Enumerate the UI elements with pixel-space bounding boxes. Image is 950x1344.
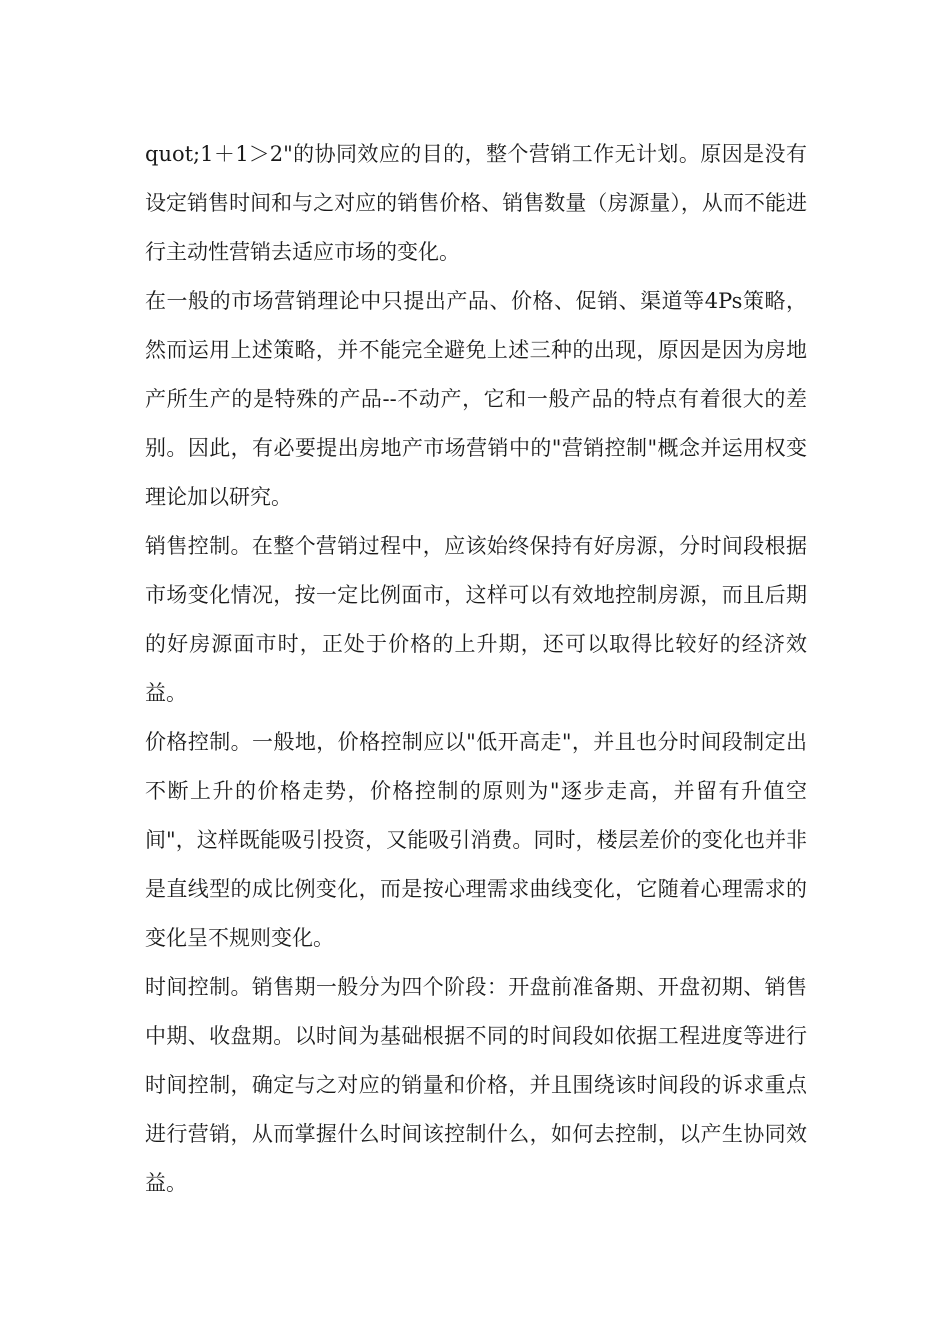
paragraph-marketing-theory: 在一般的市场营销理论中只提出产品、价格、促销、渠道等4Ps策略，然而运用上述策略，并不能完全避免上述三种的出现，原因是因为房地产所生产的是特殊的产品--不动产，它和一般产品的特点有着很大的差别。因此，有必要提出房地产市场营销中的"营销控制"概念并运用权变理论加以研究。 (145, 289, 807, 509)
paragraph-time-control: 时间控制。销售期一般分为四个阶段：开盘前准备期、开盘初期、销售中期、收盘期。以时间为基础根据不同的时间段如依据工程进度等进行时间控制，确定与之对应的销量和价格，并且围绕该时间段的诉求重点进行营销，从而掌握什么时间该控制什么，如何去控制，以产生协同效益。 (145, 975, 807, 1195)
paragraph-price-control: 价格控制。一般地，价格控制应以"低开高走"，并且也分时间段制定出不断上升的价格走势，价格控制的原则为"逐步走高，并留有升值空间"，这样既能吸引投资，又能吸引消费。同时，楼层差价的变化也并非是直线型的成比例变化，而是按心理需求曲线变化，它随着心理需求的变化呈不规则变化。 (145, 730, 807, 950)
paragraph-sales-control: 销售控制。在整个营销过程中，应该始终保持有好房源，分时间段根据市场变化情况，按一定比例面市，这样可以有效地控制房源，而且后期的好房源面市时，正处于价格的上升期，还可以取得比较好的经济效益。 (145, 534, 807, 705)
paragraph-synergy-intro: quot;1＋1＞2"的协同效应的目的，整个营销工作无计划。原因是没有设定销售时间和与之对应的销售价格、销售数量（房源量），从而不能进行主动性营销去适应市场的变化。 (145, 142, 807, 264)
document-body (145, 130, 807, 1208)
